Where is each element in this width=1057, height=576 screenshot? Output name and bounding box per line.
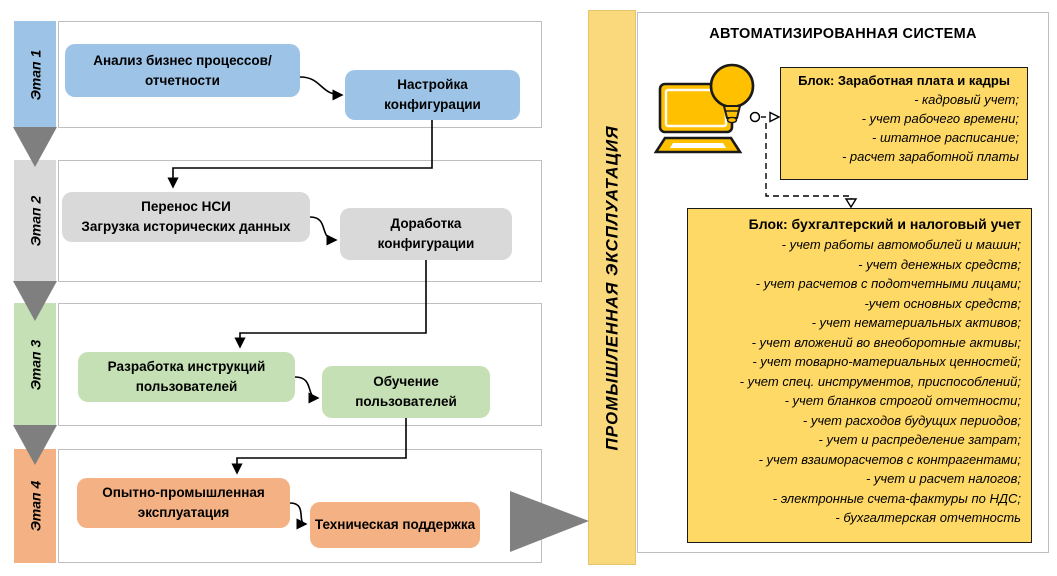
- stage-tab-4-label: Этап 4: [27, 480, 43, 532]
- box-line: Доработка: [390, 216, 462, 232]
- box-configuration-setup: [345, 70, 520, 120]
- block-list-item: - учет и распределение затрат;: [818, 432, 1021, 447]
- block-list-item: - кадровый учет;: [914, 92, 1019, 107]
- box-line: конфигурации: [377, 236, 475, 251]
- stage-tab-1-label: Этап 1: [27, 49, 43, 100]
- box-user-training: [322, 366, 490, 418]
- block-list-item: - учет расчетов с подотчетными лицами;: [755, 276, 1021, 291]
- box-line: пользователей: [135, 379, 238, 394]
- block-accounting-tax: [687, 208, 1032, 543]
- block-payroll-hr-items: [789, 90, 1019, 166]
- box-line: Разработка инструкций: [107, 359, 266, 375]
- box-line: Обучение: [373, 374, 439, 390]
- stage-tab-3: [14, 303, 56, 426]
- block-list-item: - учет и расчет налогов;: [865, 471, 1021, 486]
- band-industrial-operation: [588, 10, 636, 565]
- block-list-item: - учет рабочего времени;: [861, 111, 1019, 126]
- block-list-item: - расчет заработной платы: [841, 149, 1019, 164]
- block-list-item: - учет денежных средств;: [858, 256, 1021, 272]
- box-line: Перенос НСИ: [141, 199, 231, 215]
- block-list-item: - учет товарно-материальных ценностей;: [752, 354, 1021, 369]
- box-line: эксплуатация: [137, 505, 230, 520]
- block-list-item: - учет нематериальных активов;: [811, 315, 1021, 330]
- bulb-neck: [724, 106, 740, 118]
- block-list-item: - штатное расписание;: [872, 130, 1019, 145]
- block-list-item: - учет вложений во внеоборотные активы;: [751, 334, 1021, 350]
- stage-tab-2-label: Этап 2: [27, 195, 43, 247]
- stage-tab-1: [14, 21, 56, 128]
- block-list-item: - учет взаиморасчетов с контрагентами;: [758, 451, 1021, 467]
- box-line: Загрузка исторических данных: [81, 219, 291, 234]
- box-business-analysis: [65, 44, 300, 97]
- block-payroll-hr-title: Блок: Заработная плата и кадры: [798, 73, 1010, 88]
- block-payroll-hr: [780, 67, 1028, 180]
- box-configuration-refinement: [340, 208, 512, 260]
- box-line: Настройка: [397, 77, 468, 93]
- box-line: Анализ бизнес процессов/: [93, 52, 272, 68]
- block-list-item: -учет основных средств;: [864, 295, 1021, 311]
- box-line: отчетности: [145, 72, 220, 88]
- laptop-lightbulb-icon: [648, 60, 758, 156]
- block-list-item: - бухгалтерская отчетность: [835, 510, 1021, 525]
- block-list-item: - учет работы автомобилей и машин;: [781, 237, 1021, 252]
- bulb-glass: [711, 65, 753, 107]
- box-nsi-migration: [62, 192, 310, 242]
- band-label: ПРОМЫШЛЕННАЯ ЭКСПЛУАТАЦИЯ: [602, 124, 622, 451]
- stage-tab-4: [14, 449, 56, 563]
- block-list-item: - электронные счета-фактуры по НДС;: [772, 490, 1021, 506]
- block-list-item: - учет спец. инструментов, приспособлений;: [739, 373, 1021, 389]
- block-accounting-tax-title: Блок: бухгалтерский и налоговый учет: [748, 216, 1021, 232]
- box-line: Техническая поддержка: [314, 517, 476, 533]
- box-line: Опытно-промышленная: [102, 485, 265, 501]
- stage-tab-3-label: Этап 3: [27, 339, 43, 390]
- block-list-item: - учет расходов будущих периодов;: [802, 412, 1021, 428]
- bulb-tip: [728, 117, 737, 122]
- box-line: конфигурации: [384, 97, 481, 112]
- block-list-item: - учет бланков строгой отчетности;: [784, 393, 1021, 408]
- block-accounting-tax-items: [698, 235, 1021, 528]
- box-line: пользователей: [355, 394, 457, 409]
- laptop-base-slot: [670, 143, 726, 148]
- box-pilot-operation: [77, 478, 290, 528]
- stage-tab-2: [14, 160, 56, 282]
- box-technical-support: [310, 502, 480, 548]
- box-user-instructions: [78, 352, 295, 402]
- panel-title: АВТОМАТИЗИРОВАННАЯ СИСТЕМА: [709, 26, 977, 42]
